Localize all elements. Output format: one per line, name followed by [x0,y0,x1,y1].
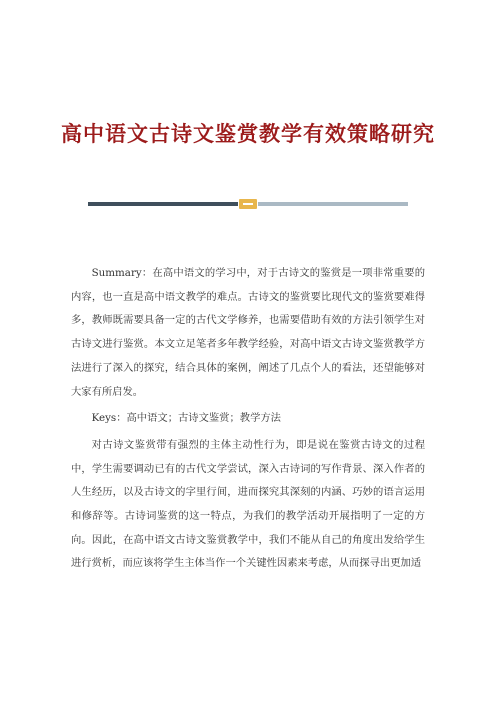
body-paragraph: 对古诗文鉴赏带有强烈的主体主动性行为，即是说在鉴赏古诗文的过程中，学生需要调动已有的古代文学尝试，深入古诗词的写作背景、深入作者的人生经历，以及古诗文的字里行间，进而探究其深刻的内涵、巧妙的语言运用和修辞等。古诗词鉴赏的这一特点，为我们的教学活动开展指明了一定的方向。因此，在高中语文古诗文鉴赏教学中，我们不能从自己的角度出发给学生进行赏析，而应该将学生主体当作一个关键性因素来考虑，从而探寻出更加适 [71,438,425,570]
document-title: 高中语文古诗文鉴赏教学有效策略研究 [61,122,435,146]
pencil-badge-icon [239,199,257,209]
divider-bar-right [258,202,408,206]
keywords-paragraph: Keys：高中语文；古诗文鉴赏；教学方法 [91,412,281,425]
title-divider [88,199,408,209]
divider-bar-left [88,202,238,206]
summary-paragraph: Summary：在高中语文的学习中，对于古诗文的鉴赏是一项非常重要的内容，也一直是高中语文教学的难点。古诗文的鉴赏要比现代文的鉴赏要难得多，教师既需要具备一定的古代文学修养，也需要借助有效的方法引领学生对古诗文进行鉴赏。本文立足笔者多年教学经验，对高中语文古诗文鉴赏教学方法进行了深入的探究，结合具体的案例，阐述了几点个人的看法，还望能够对大家有所启发。 [71,267,425,398]
document-body [71,262,425,576]
